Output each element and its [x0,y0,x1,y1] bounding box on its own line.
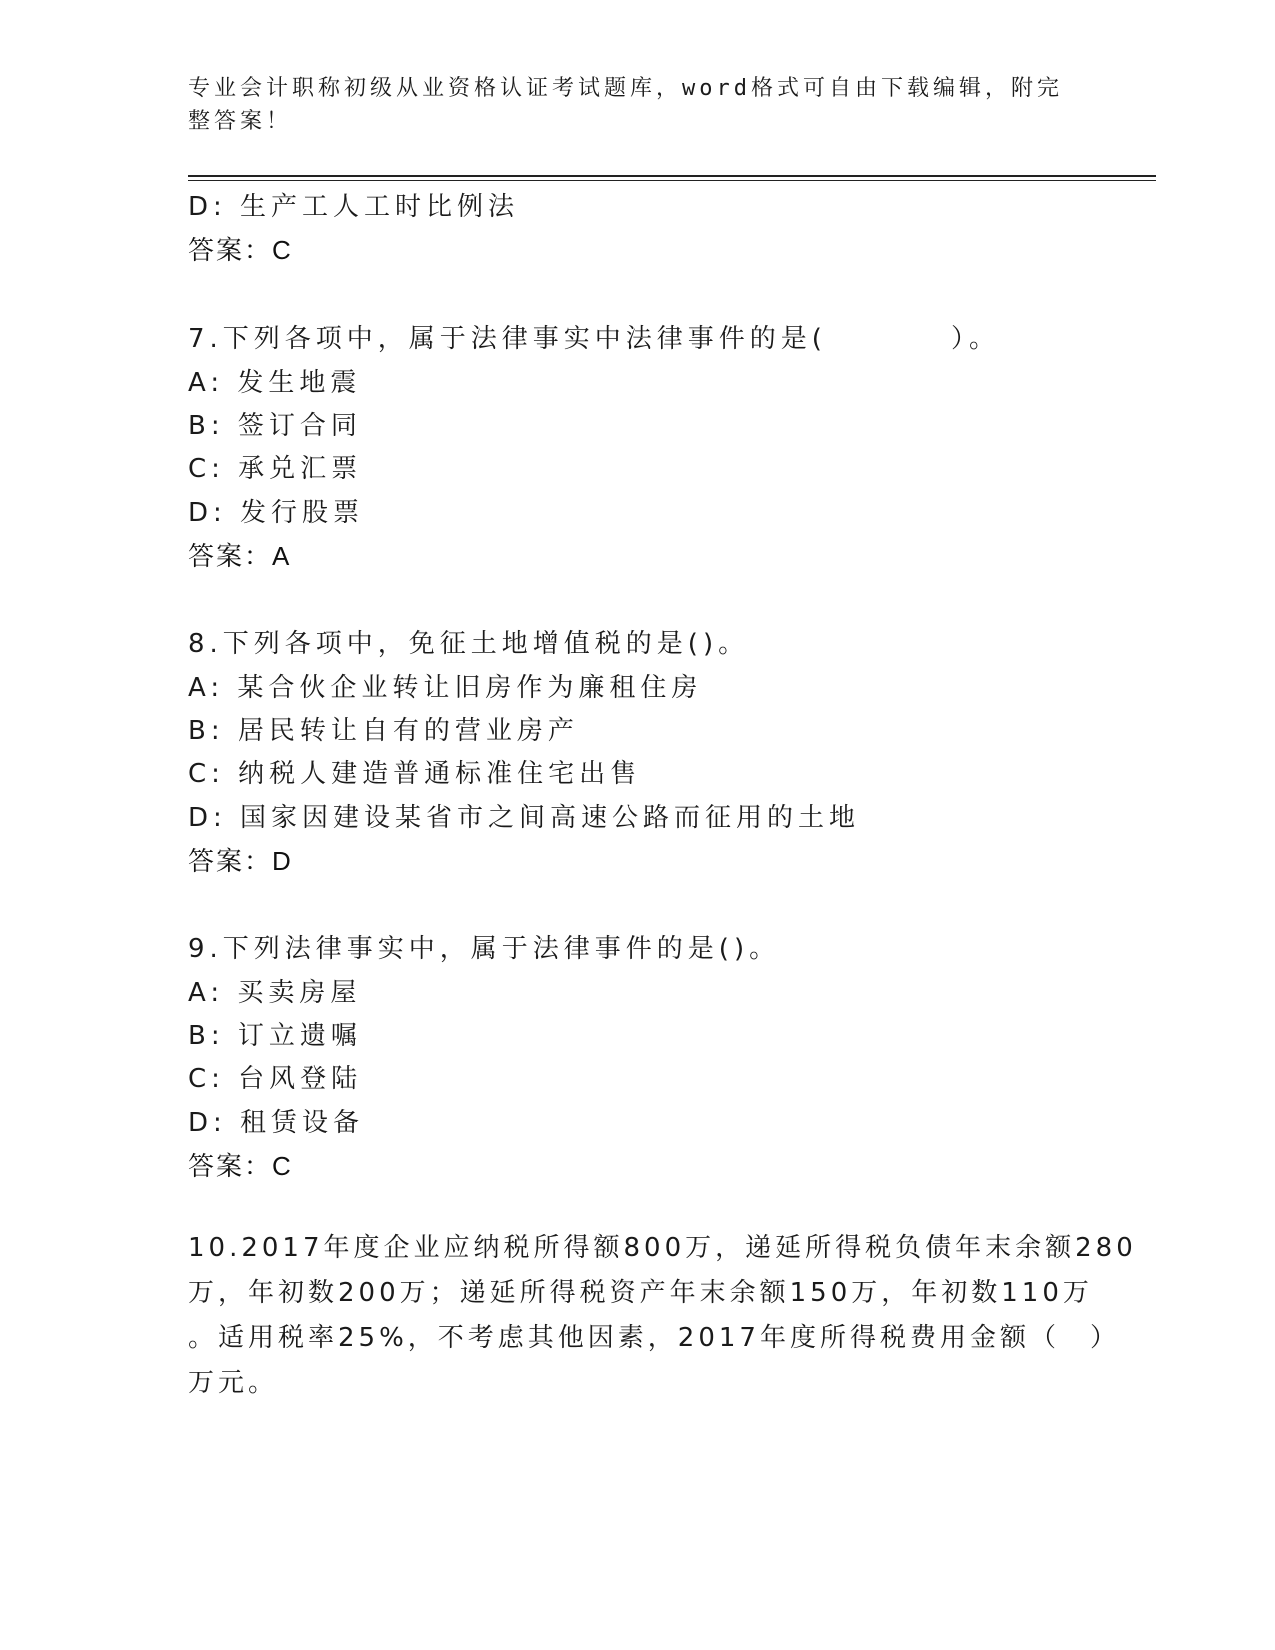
q9-stem: 9.下列法律事实中，属于法律事件的是()。 [188,934,781,964]
q10-stem [188,1226,1137,1406]
q7-stem: 7.下列各项中，属于法律事实中法律事件的是( ）。 [188,324,1000,354]
q9-answer: 答案：C [188,1151,293,1181]
q7-option-c: C: 承兑汇票 [188,454,363,484]
q6-option-d: D: 生产工人工时比例法 [188,192,520,222]
header-rule-thin [188,180,1156,181]
q9-option-d: D: 租赁设备 [188,1108,365,1138]
q9-option-c: C: 台风登陆 [188,1064,363,1094]
q8-option-d: D: 国家因建设某省市之间高速公路而征用的土地 [188,803,861,833]
q7-option-a: A: 发生地震 [188,368,362,398]
q6-answer: 答案：C [188,235,293,265]
q9-option-b: B: 订立遗嘱 [188,1021,362,1051]
q7-answer: 答案：A [188,541,292,571]
q9-option-a: A: 买卖房屋 [188,978,362,1008]
q8-answer: 答案：D [188,846,293,876]
q7-option-b: B: 签订合同 [188,411,362,441]
q10-stem-line-4: 万元。 [188,1368,279,1398]
q7-option-d: D: 发行股票 [188,498,365,528]
q8-stem: 8.下列各项中，免征土地增值税的是()。 [188,629,750,659]
q10-stem-line-1: 10.2017年度企业应纳税所得额800万，递延所得税负债年末余额280 [188,1233,1137,1263]
q8-option-a: A: 某合伙企业转让旧房作为廉租住房 [188,673,703,703]
header-rule-thick [188,175,1156,177]
q10-stem-line-2: 万，年初数200万；递延所得税资产年末余额150万，年初数110万 [188,1278,1093,1308]
q8-option-b: B: 居民转让自有的营业房产 [188,716,579,746]
page-header-text: 专业会计职称初级从业资格认证考试题库，word格式可自由下载编辑，附完整答案！ [188,76,1063,134]
q10-stem-line-3: 。适用税率25%，不考虑其他因素，2017年度所得税费用金额（ ） [188,1323,1120,1353]
q8-option-c: C: 纳税人建造普通标准住宅出售 [188,759,642,789]
